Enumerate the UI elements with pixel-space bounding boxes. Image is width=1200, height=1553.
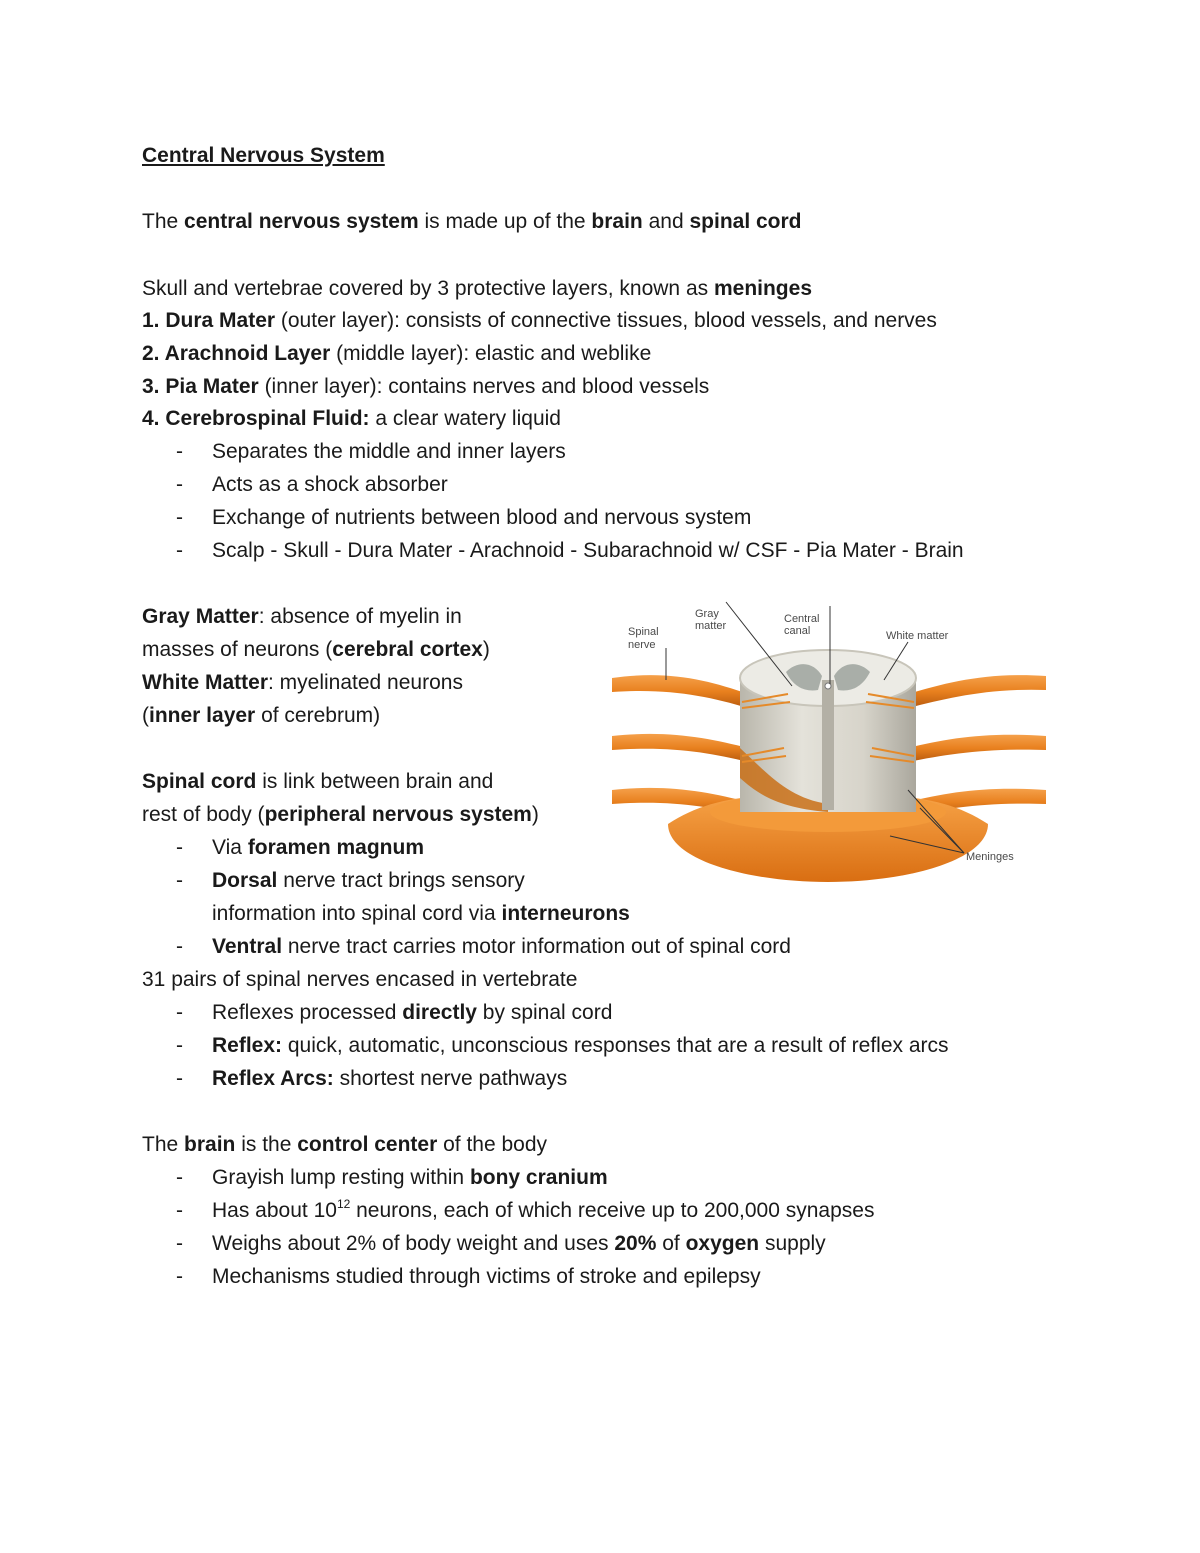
white-matter-line: White Matter: myelinated neurons — [142, 671, 463, 694]
spinal-cord-line-2: rest of body (peripheral nervous system) — [142, 803, 539, 826]
gray-matter-line: Gray Matter: absence of myelin in — [142, 605, 462, 628]
bullet-dash: - — [176, 1001, 183, 1024]
bullet-dash: - — [176, 836, 183, 859]
layer-item: 3. Pia Mater (inner layer): contains nerves and blood vessels — [142, 375, 710, 398]
label-central-canal-2: canal — [784, 625, 811, 637]
spinal-bullet-cont: information into spinal cord via interneurons — [212, 902, 630, 925]
bullet-dash: - — [176, 440, 183, 463]
layer-item: 4. Cerebrospinal Fluid: a clear watery liquid — [142, 407, 561, 430]
brain-bullet: Mechanisms studied through victims of stroke and epilepsy — [212, 1265, 761, 1288]
brain-bullet: Has about $10^{12}$ neurons, each of which receive up to 200,000 synapses — [212, 1197, 875, 1222]
intro-line: The central nervous system is made up of the brain and spinal cord — [142, 210, 802, 233]
spinal-bullet: Dorsal nerve tract brings sensory — [212, 869, 525, 892]
bullet-dash: - — [176, 539, 183, 562]
brain-bullet: Grayish lump resting within bony cranium — [212, 1166, 608, 1189]
label-spinal-nerve: Spinal — [628, 626, 659, 638]
reflex-bullet: Reflex: quick, automatic, unconscious responses that are a result of reflex arcs — [212, 1034, 949, 1057]
label-gray-matter-2: matter — [695, 620, 727, 632]
reflex-bullet: Reflex Arcs: shortest nerve pathways — [212, 1067, 568, 1090]
brain-bullet: Weighs about 2% of body weight and uses 20% of oxygen supply — [212, 1232, 826, 1255]
bullet-dash: - — [176, 1232, 183, 1255]
page-title: Central Nervous System — [142, 144, 385, 167]
label-central-canal: Central — [784, 613, 820, 625]
bullet-dash: - — [176, 473, 183, 496]
csf-bullet: Scalp - Skull - Dura Mater - Arachnoid - Subarachnoid w/ CSF - Pia Mater - Brain — [212, 539, 964, 562]
white-matter-line-2: (inner layer of cerebrum) — [142, 704, 381, 727]
bullet-dash: - — [176, 935, 183, 958]
bullet-dash: - — [176, 1265, 183, 1288]
spinal-cord-cylinder — [740, 650, 916, 812]
label-white-matter: White matter — [886, 630, 949, 642]
meninges-intro-line: Skull and vertebrae covered by 3 protective layers, known as meninges — [142, 277, 812, 300]
bullet-dash: - — [176, 1034, 183, 1057]
brain-line: The brain is the control center of the body — [142, 1133, 548, 1156]
csf-bullet: Separates the middle and inner layers — [212, 440, 566, 463]
gray-matter-line-2: masses of neurons (cerebral cortex) — [142, 638, 490, 661]
csf-bullet: Acts as a shock absorber — [212, 473, 448, 496]
csf-bullet: Exchange of nutrients between blood and nervous system — [212, 506, 752, 529]
bullet-dash: - — [176, 506, 183, 529]
label-meninges: Meninges — [966, 851, 1014, 863]
reflex-bullet: Reflexes processed directly by spinal cord — [212, 1001, 613, 1024]
spinal-cord-figure — [608, 598, 1050, 890]
spinal-bullet: Ventral nerve tract carries motor information out of spinal cord — [212, 935, 791, 958]
layer-item: 1. Dura Mater (outer layer): consists of connective tissues, blood vessels, and nerves — [142, 309, 937, 332]
label-spinal-nerve-2: nerve — [628, 639, 656, 651]
spinal-cord-line: Spinal cord is link between brain and — [142, 770, 494, 793]
layer-item: 2. Arachnoid Layer (middle layer): elastic and weblike — [142, 342, 652, 365]
bullet-dash: - — [176, 1199, 183, 1222]
spinal-nerve-pairs-line: 31 pairs of spinal nerves encased in vertebrate — [142, 968, 578, 991]
bullet-dash: - — [176, 1166, 183, 1189]
bullet-dash: - — [176, 1067, 183, 1090]
label-gray-matter: Gray — [695, 608, 719, 620]
spinal-bullet: Via foramen magnum — [212, 836, 425, 859]
bullet-dash: - — [176, 869, 183, 892]
